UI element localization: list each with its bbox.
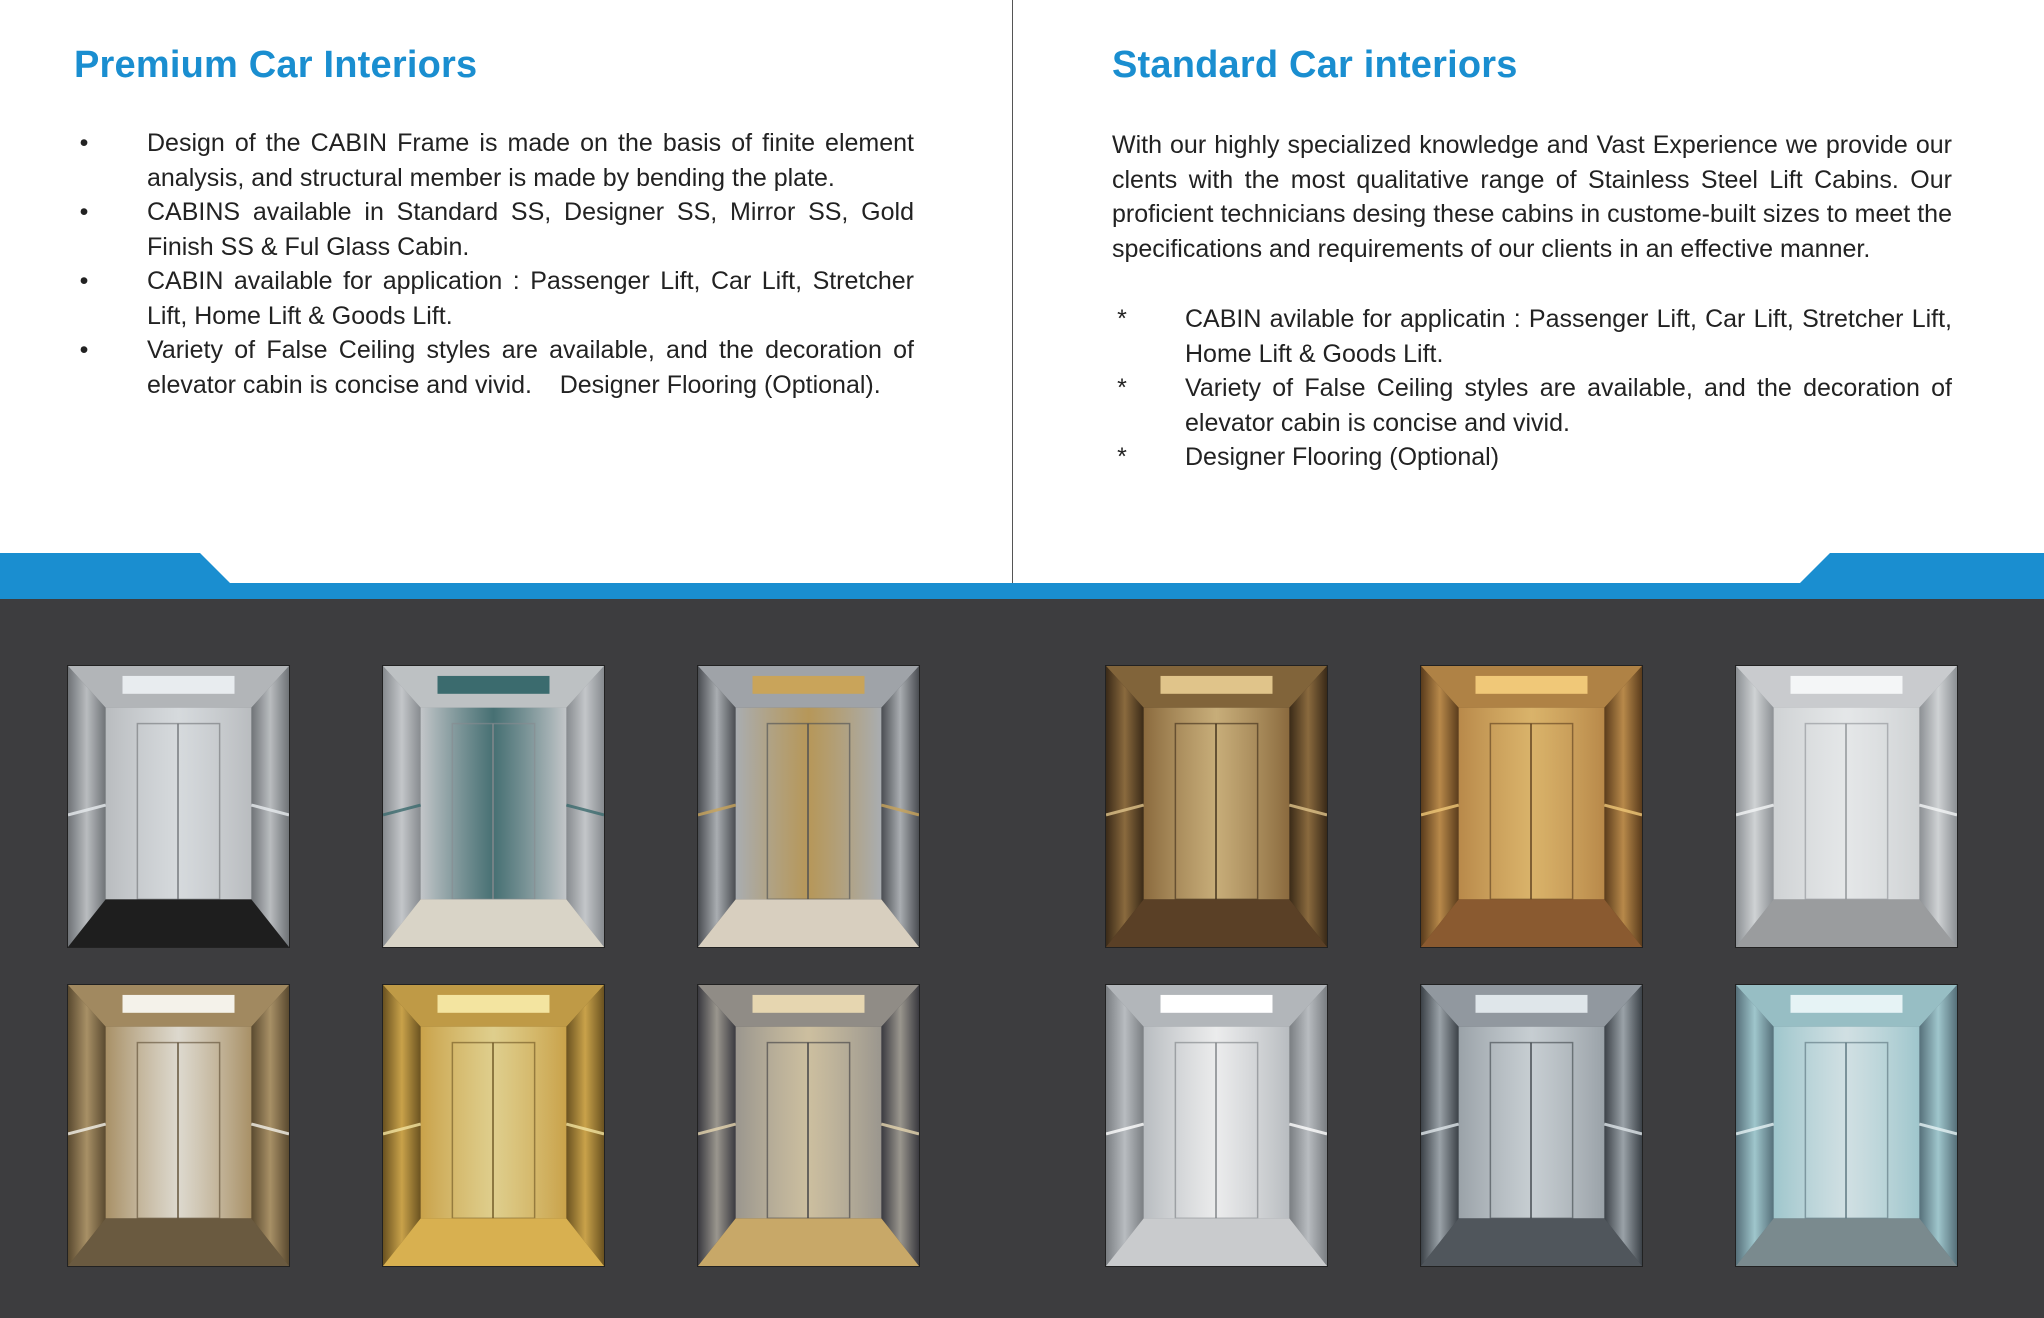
list-item-text: Designer Flooring (Optional) [1185,443,1500,471]
premium-gold-mirror-cabin-photo [382,984,605,1267]
cabin-photo-gallery [0,599,2044,1318]
list-item-text: Variety of False Ceiling styles are available, and the decoration of elevator cabin is concise and vivid. [1185,374,1952,437]
list-item [74,195,914,264]
asterisk-marker: * [1117,305,1127,333]
list-item-text: CABIN avilable for applicatin : Passenger Lift, Car Lift, Stretcher Lift, Home Lift & Goods Lift. [1185,305,1952,368]
premium-feature-list [74,126,921,402]
standard-feature-list [1112,302,1952,475]
list-item [1112,371,1952,440]
list-item [1112,302,1952,371]
bullet-marker: • [79,267,89,295]
list-item-text: Design of the CABIN Frame is made on the basis of finite element analysis, and structural member is made by bending the plate. [147,129,914,192]
blue-accent-band [0,553,2044,599]
premium-section-title: Premium Car Interiors [74,44,478,86]
premium-hairline-cabin-photo [382,665,605,948]
standard-classic-steel-cabin-photo [1105,984,1328,1267]
list-item [74,333,921,402]
page-divider [1012,0,1013,600]
standard-intro-paragraph: With our highly specialized knowledge and Vast Experience we provide our clents with the most qualitative range of Stainless Steel Lift Cabins. Our proficient technicians desing these cabins in custome-built sizes to meet the specifications and requirements of our clients in an effective manner. [1112,131,1952,263]
bullet-marker: • [79,198,89,226]
list-item [74,264,914,333]
list-item-text: Variety of False Ceiling styles are available, and the decoration of elevator cabin is concise and vivid. Designer Flooring (Optional). [147,336,921,399]
asterisk-marker: * [1117,443,1127,471]
standard-glass-cabin-photo [1735,984,1958,1267]
asterisk-marker: * [1117,374,1127,402]
list-item-text: CABIN available for application : Passenger Lift, Car Lift, Stretcher Lift, Home Lift & Goods Lift. [147,267,914,330]
premium-etched-cabin-photo [697,984,920,1267]
standard-section-title: Standard Car interiors [1112,44,1518,86]
bullet-marker: • [79,336,89,364]
premium-mirror-cabin-photo [697,665,920,948]
premium-steel-cabin-photo [67,665,290,948]
premium-champagne-cabin-photo [67,984,290,1267]
list-item [1112,440,1952,475]
standard-gold-pattern-cabin-photo [1420,665,1643,948]
standard-grid-ceiling-cabin-photo [1420,984,1643,1267]
standard-bronze-cabin-photo [1105,665,1328,948]
standard-bright-steel-cabin-photo [1735,665,1958,948]
list-item [74,126,914,195]
bullet-marker: • [79,129,89,157]
list-item-text: CABINS available in Standard SS, Designer SS, Mirror SS, Gold Finish SS & Ful Glass Cabin. [147,198,914,261]
